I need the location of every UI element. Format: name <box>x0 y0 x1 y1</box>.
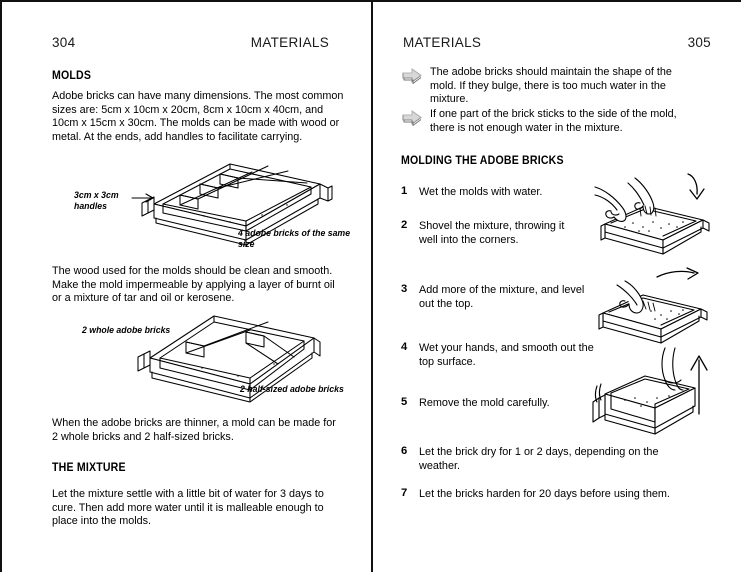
caption-two-whole-bricks: 2 whole adobe bricks <box>82 325 171 335</box>
callout-2 <box>401 108 706 135</box>
step-4-text: Wet your hands, and smooth out the top surface. <box>419 342 594 369</box>
heading-molds: MOLDS <box>52 70 92 82</box>
caption-two-half-bricks: 2 half-sized adobe bricks <box>240 384 344 394</box>
right-page-running-head <box>403 35 711 50</box>
step-1 <box>401 185 596 199</box>
step-6 <box>401 445 711 474</box>
right-page <box>373 2 741 572</box>
step-7 <box>401 487 711 501</box>
arrow-bullet-icon <box>401 109 423 127</box>
figure-shoveling-mixture <box>595 170 715 255</box>
handles-leader-arrow-icon <box>132 192 158 204</box>
figure-leveling-top <box>595 267 715 347</box>
molds-paragraph-3: When the adobe bricks are thinner, a mold can be made for 2 whole bricks and 2 half-sized bricks. <box>52 417 336 443</box>
callout-1-text: The adobe bricks should maintain the shape of the mold. If they bulge, there is too much water in the mixture. <box>430 66 672 106</box>
step-6-number: 6 <box>401 445 408 457</box>
molds-paragraph-2: The wood used for the molds should be clean and smooth. Make the mold impermeable by applying a layer of burnt oil or a mixture of tar and oil or kerosene. <box>52 265 335 305</box>
caption-four-bricks: 4 adobe bricks of the same size <box>238 228 351 249</box>
step-4-number: 4 <box>401 341 408 353</box>
callout-1 <box>401 66 706 107</box>
left-page-running-head <box>52 35 329 50</box>
right-page-folio: 305 <box>687 35 711 50</box>
step-4 <box>401 341 601 370</box>
left-page-folio: 304 <box>52 35 76 50</box>
step-2-text: Shovel the mixture, throwing it well into the corners. <box>419 220 565 247</box>
step-6-text: Let the brick dry for 1 or 2 days, depending on the weather. <box>419 446 659 473</box>
right-page-running-title: MATERIALS <box>403 35 482 50</box>
step-7-number: 7 <box>401 487 408 499</box>
heading-molding-the-adobe-bricks: MOLDING THE ADOBE BRICKS <box>401 155 564 167</box>
step-1-number: 1 <box>401 185 408 197</box>
arrow-bullet-icon <box>401 67 423 85</box>
step-3-number: 3 <box>401 283 408 295</box>
figure-removing-mold <box>591 342 716 437</box>
step-1-text: Wet the molds with water. <box>419 186 543 198</box>
step-3-text: Add more of the mixture, and level out the top. <box>419 284 585 311</box>
caption-handles-line1: 3cm x 3cm <box>74 190 119 200</box>
callout-2-text: If one part of the brick sticks to the side of the mold, there is not enough water in the mixture. <box>430 108 677 134</box>
step-2 <box>401 219 591 248</box>
step-5-number: 5 <box>401 396 408 408</box>
step-5 <box>401 396 601 410</box>
caption-handles-line2: handles <box>74 201 107 211</box>
step-3 <box>401 283 591 312</box>
molds-paragraph-1: Adobe bricks can have many dimensions. The most common sizes are: 5cm x 10cm x 20cm, 8cm x 10cm x 40cm, and 10cm x 15cm x 30cm. The molds can be made with wood or metal. At the ends, add handles to facilitate carrying. <box>52 90 344 143</box>
step-5-text: Remove the mold carefully. <box>419 397 550 409</box>
left-page <box>2 2 373 572</box>
left-page-running-title: MATERIALS <box>250 35 329 50</box>
mixture-paragraph-1: Let the mixture settle with a little bit of water for 3 days to cure. Then add more water until it is malleable enough to place into the molds. <box>52 488 324 528</box>
step-2-number: 2 <box>401 219 408 231</box>
caption-handles <box>74 190 141 212</box>
step-7-text: Let the bricks harden for 20 days before using them. <box>419 488 670 500</box>
heading-the-mixture: THE MIXTURE <box>52 462 126 474</box>
